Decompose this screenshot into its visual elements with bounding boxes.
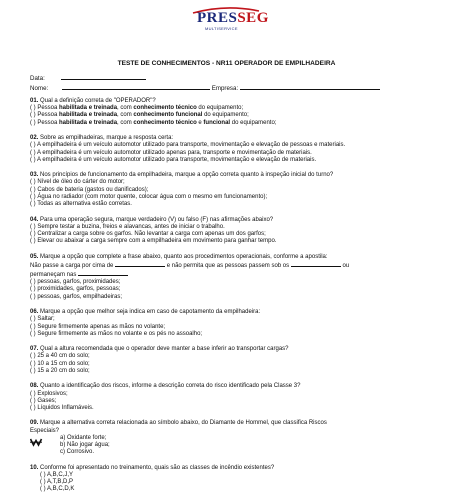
option[interactable]: ( ) Pessoa habilitada e treinada, com conhecimento funcional do equipamento; [30,112,249,119]
question-07: 07. Qual a altura recomendada que o operador deve manter a base inferir ao transportar cargas? ( ) 25 a 40 cm do solo; ( ) 10 a 15 cm do solo; ( ) 15 a 20 cm do solo; [30,346,430,375]
option[interactable]: ( ) 25 a 40 cm do solo; [30,353,90,360]
question-02: 02. Sobre as empilhadeiras, marque a resposta certa: ( ) A empilhadeira é um veículo automotor utilizado para transporte, movimentação e elevação de pessoas e materiais. ( ) A empilhadeira é um veículo automotor utilizado apenas para, transporte e movimentação de materiais. ( ) A empilhadeira é um veículo automotor utilizado para transporte, movimentação e elevação de materiais. [30,135,430,164]
option[interactable]: c) Corrosivo. [60,449,95,456]
option[interactable]: ( ) Pessoa habilitada e treinada, com conhecimento técnico do equipamento; [30,105,244,112]
option[interactable]: ( ) Elevar ou abaixar a carga sempre com a empilhadeira em movimento para ganhar tempo. [30,238,277,245]
question-01: 01. Qual a definição correta de "OPERADOR"? ( ) Pessoa habilitada e treinada, com conhecimento técnico do equipamento; ( ) Pessoa habilitada e treinada, com conhecimento funcional do equipamento; ( ) Pessoa habilitada e treinada, com conhecimento técnico e funcional do equipamento; [30,98,430,127]
name-line[interactable] [62,83,210,90]
option[interactable]: b) Não jogar água; [60,442,110,449]
question-08: 08. Quanto a identificação dos riscos, informe a descrição correta do risco identificado pela Classe 3? ( ) Explosivos; ( ) Gases; ( ) Líquidos Inflamáveis. [30,383,430,412]
document-title: TESTE DE CONHECIMENTOS - NR11 OPERADOR DE EMPILHADEIRA [117,60,336,67]
question-09: 09. Marque a alternativa correta relacionada ao símbolo abaixo, do Diamante de Hommel, que classifica Riscos Especiais? a) Oxidante forte; b) Não jogar água; c) Corrosivo. [30,420,327,456]
option[interactable]: ( ) pessoas, garfos, proximidades; [30,279,121,286]
question-10: 10. Conforme foi apresentado no treinamento, quais são as classes de incêndio existentes? ( ) A,B,C,J,Y ( ) A,T,B,D,P ( ) A,B,C,D,K [30,465,430,494]
option[interactable]: ( ) Saltar; [30,316,55,323]
option[interactable]: ( ) A,B,C,D,K [40,486,75,493]
option[interactable]: ( ) Segure firmemente apenas as mãos no volante; [30,323,166,330]
option[interactable]: ( ) Todas as alternativa estão corretas. [30,201,132,208]
company-label: Empresa: [211,85,239,93]
option[interactable]: ( ) pessoas, garfos, empilhadeiras; [30,293,123,300]
water-reactive-w-icon [30,437,46,447]
questions-list [30,98,430,502]
name-company-field [30,83,380,93]
option[interactable]: ( ) 10 a 15 cm do solo; [30,360,90,367]
option[interactable]: ( ) Líquidos Inflamáveis. [30,404,94,411]
question-05: 05. Marque a opção que complete a frase abaixo, quanto aos procedimentos operacionais, conforme a apostila: Não passe a carga por cima de e não permita que as pessoas passem sob os ou permaneçam nas ( ) pessoas, garfos, proximidades; ( ) proximidades, garfos, pessoas; ( ) pessoas, garfos, empilhadeiras; [30,254,430,301]
option[interactable]: ( ) Gases; [30,397,57,404]
header-fields [30,73,380,93]
option[interactable]: a) Oxidante forte; [60,434,107,441]
option[interactable]: ( ) Cabos de bateria (gastos ou danificados); [30,186,149,193]
option[interactable]: ( ) Sempre testar a buzina, freios e alavancas, antes de iniciar o trabalho. [30,223,225,230]
date-label: Data: [30,75,45,82]
presseg-logo [185,6,269,46]
logo-subtitle: MULTISERVICE [205,26,238,31]
fill-blank[interactable] [291,261,341,267]
option[interactable]: ( ) Explosivos; [30,390,68,397]
question-04: 04. Para uma operação segura, marque verdadeiro (V) ou falso (F) nas afirmações abaixo? ( ) Sempre testar a buzina, freios e alavancas, antes de iniciar o trabalho. ( ) Centralizar a carga sobre os garfos. Não levantar a carga com apenas um dos garfos; ( ) Elevar ou abaixar a carga sempre com a empilhadeira em movimento para ganhar tempo. [30,217,430,246]
option[interactable]: ( ) proximidades, garfos, pessoas; [30,286,121,293]
date-field [30,73,380,83]
company-line[interactable] [240,83,380,90]
question-06: 06. Marque a opção que melhor seja indica em caso de capotamento da empilhadeira: ( ) Saltar; ( ) Segure firmemente apenas as mãos no volante; ( ) Segure firmemente as mãos no volante e os pés no assoalho; [30,309,430,338]
date-line[interactable] [61,73,146,80]
logo-wordmark: PRESSEG [197,10,269,26]
option[interactable]: ( ) 15 a 20 cm do solo; [30,367,90,374]
name-label: Nome: [30,85,49,93]
option[interactable]: ( ) Água no radiador (com motor quente, colocar água com o mesmo em funcionamento); [30,193,268,200]
option[interactable]: ( ) A empilhadeira é um veículo automotor utilizado para transporte, movimentação e elevação de pessoas e materiais. [30,142,346,149]
fill-blank[interactable] [78,270,128,276]
option[interactable]: ( ) Pessoa habilitada e treinada, com conhecimento técnico e funcional do equipamento; [30,119,277,126]
option[interactable]: ( ) A empilhadeira é um veículo automotor utilizado apenas para, transporte e movimentação de materiais. [30,149,312,156]
question-03: 03. Nos princípios de funcionamento da empilhadeira, marque a opção correta quanto à inspeção inicial do turno? ( ) Nível de óleo do cárter do motor; ( ) Cabos de bateria (gastos ou danificados); ( ) Água no radiador (com motor quente, colocar água com o mesmo em funcionamento); ( ) Todas as alternativa estão corretas. [30,172,430,208]
option[interactable]: ( ) Centralizar a carga sobre os garfos. Não levantar a carga com apenas um dos garfos; [30,230,266,237]
option[interactable]: ( ) A,T,B,D,P [40,479,74,486]
fill-blank[interactable] [115,261,165,267]
option[interactable]: ( ) A,B,C,J,Y [40,472,74,478]
option[interactable]: ( ) A empilhadeira é um veículo automotor utilizado para transporte, movimentação e elevação de materiais. [30,156,317,163]
option[interactable]: ( ) Nível de óleo do cárter do motor; [30,179,125,186]
option[interactable]: ( ) Segure firmemente as mãos no volante e os pés no assoalho; [30,330,203,337]
